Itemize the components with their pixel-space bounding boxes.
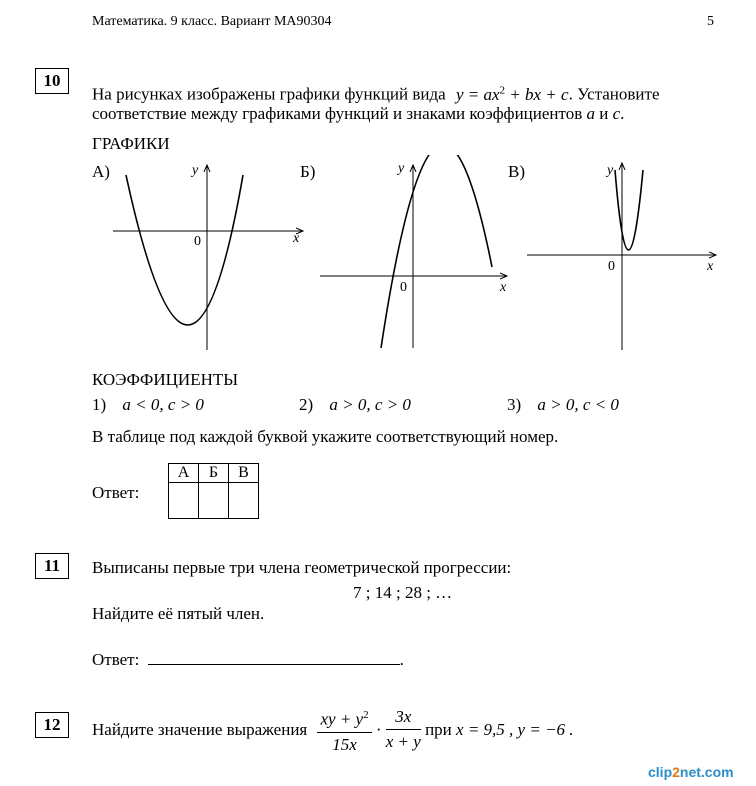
task10-instruction: В таблице под каждой буквой укажите соответствующий номер.: [92, 427, 559, 446]
fraction-1-denominator: 15x: [332, 734, 357, 754]
fraction-2: [386, 707, 421, 752]
formula-c: c: [561, 84, 569, 104]
task12-text-start: Найдите значение выражения: [92, 719, 308, 739]
coef-option-2: [299, 393, 411, 417]
graph-label-c: В): [508, 162, 525, 181]
coef-option-text: a > 0, c < 0: [537, 395, 619, 414]
coef-option-number: 2): [299, 395, 314, 414]
origin-label: 0: [194, 234, 201, 249]
task12-text-mid: при: [425, 719, 457, 739]
task10-line1-end: . Установите: [568, 84, 660, 104]
task11-line2: Найдите её пятый член.: [92, 604, 265, 623]
watermark-logo: [648, 764, 734, 780]
answer-end: .: [399, 650, 404, 669]
graph-v: [522, 158, 722, 353]
fraction-1-numerator: xy + y: [320, 709, 364, 729]
task12-condition: x = 9,5 , y = −6 .: [456, 719, 574, 739]
formula-plus1: +: [505, 84, 525, 104]
graphs-heading: ГРАФИКИ: [92, 134, 170, 153]
fraction-1: [317, 705, 371, 755]
page-number: 5: [707, 14, 714, 29]
answer-cell-a[interactable]: [169, 483, 199, 519]
formula-ax: ax: [483, 84, 500, 104]
y-axis-label: y: [192, 163, 199, 178]
origin-label: 0: [608, 259, 615, 274]
parabola-curve: [126, 175, 243, 325]
function-formula: [456, 85, 569, 104]
var-c: c: [612, 104, 621, 123]
var-a: a: [586, 104, 595, 123]
formula-plus2: +: [541, 84, 562, 104]
task11-line1: Выписаны первые три члена геометрической прогрессии:: [92, 558, 512, 577]
coef-option-number: 1): [92, 395, 107, 414]
watermark-part3: net: [679, 764, 701, 780]
watermark-part4: .com: [700, 764, 734, 780]
task11-sequence: 7 ; 14 ; 28 ; …: [353, 583, 453, 602]
answer-line[interactable]: [148, 650, 400, 665]
fraction-2-numerator: 3x: [386, 707, 421, 730]
formula-y: y: [455, 84, 464, 104]
graph-b: [315, 155, 515, 355]
coef-option-number: 3): [507, 395, 522, 414]
task12-expression: [92, 705, 574, 755]
task-number-11: 11: [35, 553, 69, 579]
graph-label-b: Б): [300, 162, 316, 181]
origin-label: 0: [400, 280, 407, 295]
task10-line1-text: На рисунках изображены графики функций вида: [92, 84, 446, 104]
parabola-curve: [381, 155, 492, 348]
watermark-part1: clip: [648, 764, 673, 780]
graph-a: [108, 160, 308, 355]
coef-option-text: a < 0, c > 0: [122, 395, 204, 414]
graph-label-a: А): [92, 162, 110, 181]
x-axis-label: x: [707, 259, 714, 274]
coef-option-1: [92, 393, 204, 417]
answer-table: [168, 463, 259, 519]
task10-answer-label: Ответ:: [92, 483, 140, 502]
formula-bx: bx: [525, 84, 542, 104]
coef-option-text: a > 0, c > 0: [329, 395, 411, 414]
y-axis-label: y: [607, 163, 614, 178]
formula-eq: =: [463, 84, 484, 104]
task11-answer-label: Ответ:: [92, 650, 140, 669]
formula-exp: 2: [499, 84, 506, 96]
fraction-1-exponent: 2: [363, 709, 369, 721]
answer-header-a: А: [169, 464, 199, 483]
and-word: и: [595, 104, 613, 123]
y-axis-label: y: [398, 161, 405, 176]
task-number-10: 10: [35, 68, 69, 94]
x-axis-label: x: [500, 280, 507, 295]
parabola-curve: [615, 170, 643, 250]
answer-header-b: Б: [199, 464, 229, 483]
coef-heading: КОЭФФИЦИЕНТЫ: [92, 370, 239, 389]
task10-line2-text: соответствие между графиками функций и знаками коэффициентов: [92, 104, 583, 123]
task10-line2: [92, 102, 624, 126]
answer-header-v: В: [229, 464, 259, 483]
task10-line2-end: .: [620, 104, 625, 123]
coef-option-3: [507, 393, 619, 417]
task11-answer: [92, 648, 404, 672]
x-axis-label: x: [293, 231, 300, 246]
watermark-part2: 2: [672, 764, 680, 780]
fraction-2-denominator: x + y: [385, 732, 421, 752]
multiply-dot: ·: [375, 719, 382, 739]
page-header-title: Математика. 9 класс. Вариант МА90304: [92, 14, 332, 29]
answer-cell-b[interactable]: [199, 483, 229, 519]
task-number-12: 12: [35, 712, 69, 738]
answer-cell-v[interactable]: [229, 483, 259, 519]
